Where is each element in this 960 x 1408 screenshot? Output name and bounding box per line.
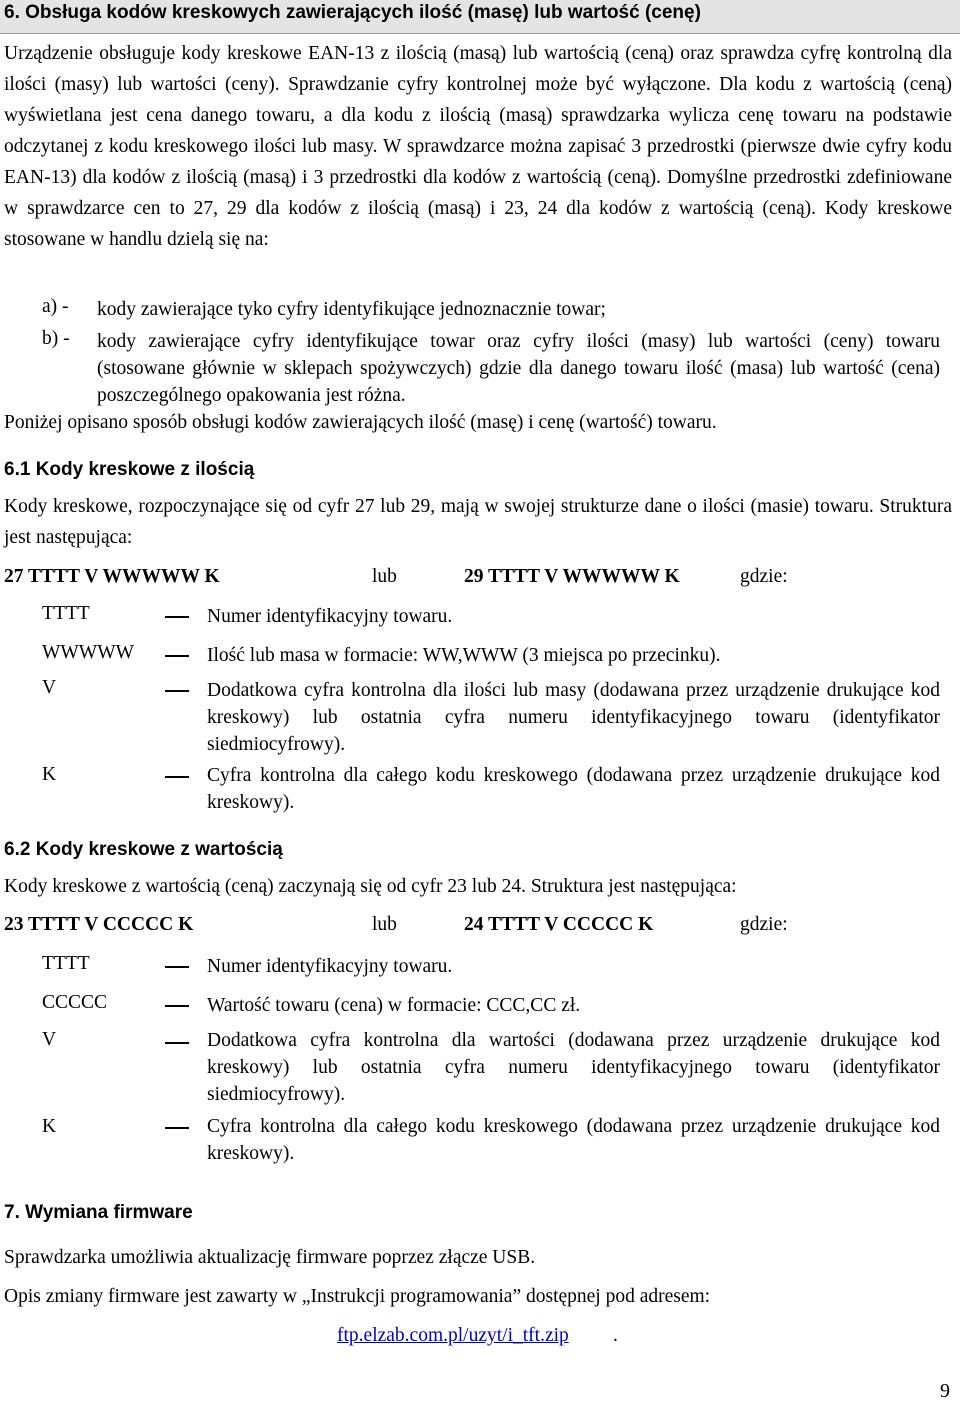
def-term: WWWWW [42,642,135,663]
list-item-a-marker: a) - [42,296,69,317]
def-text: Dodatkowa cyfra kontrolna dla ilości lub masy (dodawana przez urządzenie drukujące kod kreskowy) lub ostatnia cyfra numeru identyfikacyjnego towaru (identyfikator siedmiocyfrowy). [207,680,940,755]
def-term: K [42,764,57,785]
code-format-24: 24 TTTT V CCCCC K [464,914,654,935]
dash-separator [165,776,189,778]
def-term: K [42,1116,57,1137]
code-or-label: lub [372,566,397,587]
section-6-heading-bar [0,0,960,34]
section-6-2-intro: Kody kreskowe z wartością (ceną) zaczynają się od cyfr 23 lub 24. Struktura jest następująca: [4,876,737,897]
def-term: V [42,677,57,698]
def-text: Numer identyfikacyjny towaru. [207,956,453,977]
dash-separator [165,690,189,692]
def-text: Numer identyfikacyjny towaru. [207,606,453,627]
link-period: . [613,1325,618,1346]
dash-separator [165,616,189,618]
dash-separator [165,655,189,657]
list-item-a-text: kody zawierające tyko cyfry identyfikujące jednoznacznie towar; [97,299,606,320]
def-term: CCCCC [42,992,108,1013]
code-format-27: 27 TTTT V WWWWW K [4,566,220,587]
def-text: Cyfra kontrolna dla całego kodu kreskowego (dodawana przez urządzenie drukujące kod kreskowy). [207,765,940,813]
dash-separator [165,966,189,968]
dash-separator [165,1127,189,1129]
section-6-intro: Urządzenie obsługuje kody kreskowe EAN-13 z ilością (masą) lub wartością (ceną) oraz sprawdza cyfrę kontrolną dla ilości (masy) lub wartości (ceny). Sprawdzanie cyfry kontrolnej może być wyłączone. Dla kodu z wartością (ceną) wyświetlana jest cena danego towaru, a dla kodu z ilością (masą) sprawdzarka wylicza cenę towaru na podstawie odczytanej z kodu kreskowego ilości lub masy. W sprawdzarce można zapisać 3 przedrostki (pierwsze dwie cyfry kodu EAN-13) dla kodów z ilością (masą) i 3 przedrostki dla kodów z wartością (ceną). Domyślne przedrostki zdefiniowane w sprawdzarce cen to 27, 29 dla kodów z ilością (masą) i 23, 24 dla kodów z wartością (ceną). Kody kreskowe stosowane w handlu dzielą się na: [4,43,952,250]
def-text: Ilość lub masa w formacie: WW,WWW (3 miejsca po przecinku). [207,645,721,666]
code-where-label: gdzie: [740,914,788,935]
section-7-line-1: Sprawdzarka umożliwia aktualizację firmware poprzez złącze USB. [4,1247,536,1268]
dash-separator [165,1005,189,1007]
code-where-label: gdzie: [740,566,788,587]
dash-separator [165,1042,189,1044]
list-item-b-text: kody zawierające cyfry identyfikujące towar oraz cyfry ilości (masy) lub wartości (ceny) towaru (stosowane głównie w sklepach spożywczych) gdzie dla danego towaru ilość (masa) lub wartość (cena) poszczególnego opakowania jest różna. [97,331,940,406]
code-format-23: 23 TTTT V CCCCC K [4,914,194,935]
section-6-outro: Poniżej opisano sposób obsługi kodów zawierających ilość (masę) i cenę (wartość) towaru. [4,412,717,433]
def-term: V [42,1029,57,1050]
section-6-1-heading: 6.1 Kody kreskowe z ilością [4,459,255,480]
def-term: TTTT [42,953,90,974]
list-item-b-marker: b) - [42,328,70,349]
section-7-line-2: Opis zmiany firmware jest zawarty w „Instrukcji programowania” dostępnej pod adresem: [4,1286,711,1307]
code-or-label: lub [372,914,397,935]
section-7-heading: 7. Wymiana firmware [4,1202,193,1223]
code-format-29: 29 TTTT V WWWWW K [464,566,680,587]
def-term: TTTT [42,603,90,624]
section-6-2-heading: 6.2 Kody kreskowe z wartością [4,839,283,860]
firmware-link[interactable]: ftp.elzab.com.pl/uzyt/i_tft.zip [337,1325,569,1346]
def-text: Wartość towaru (cena) w formacie: CCC,CC zł. [207,995,581,1016]
def-text: Dodatkowa cyfra kontrolna dla wartości (dodawana przez urządzenie drukujące kod kreskowy) lub ostatnia cyfra numeru identyfikacyjnego towaru (identyfikator siedmiocyfrowy). [207,1030,940,1105]
section-6-1-intro: Kody kreskowe, rozpoczynające się od cyfr 27 lub 29, mają w swojej strukturze dane o ilości (masie) towaru. Struktura jest następująca: [4,496,952,548]
section-6-heading: 6. Obsługa kodów kreskowych zawierających ilość (masę) lub wartość (cenę) [4,2,701,23]
def-text: Cyfra kontrolna dla całego kodu kreskowego (dodawana przez urządzenie drukujące kod kreskowy). [207,1116,940,1164]
page-number: 9 [940,1380,950,1402]
